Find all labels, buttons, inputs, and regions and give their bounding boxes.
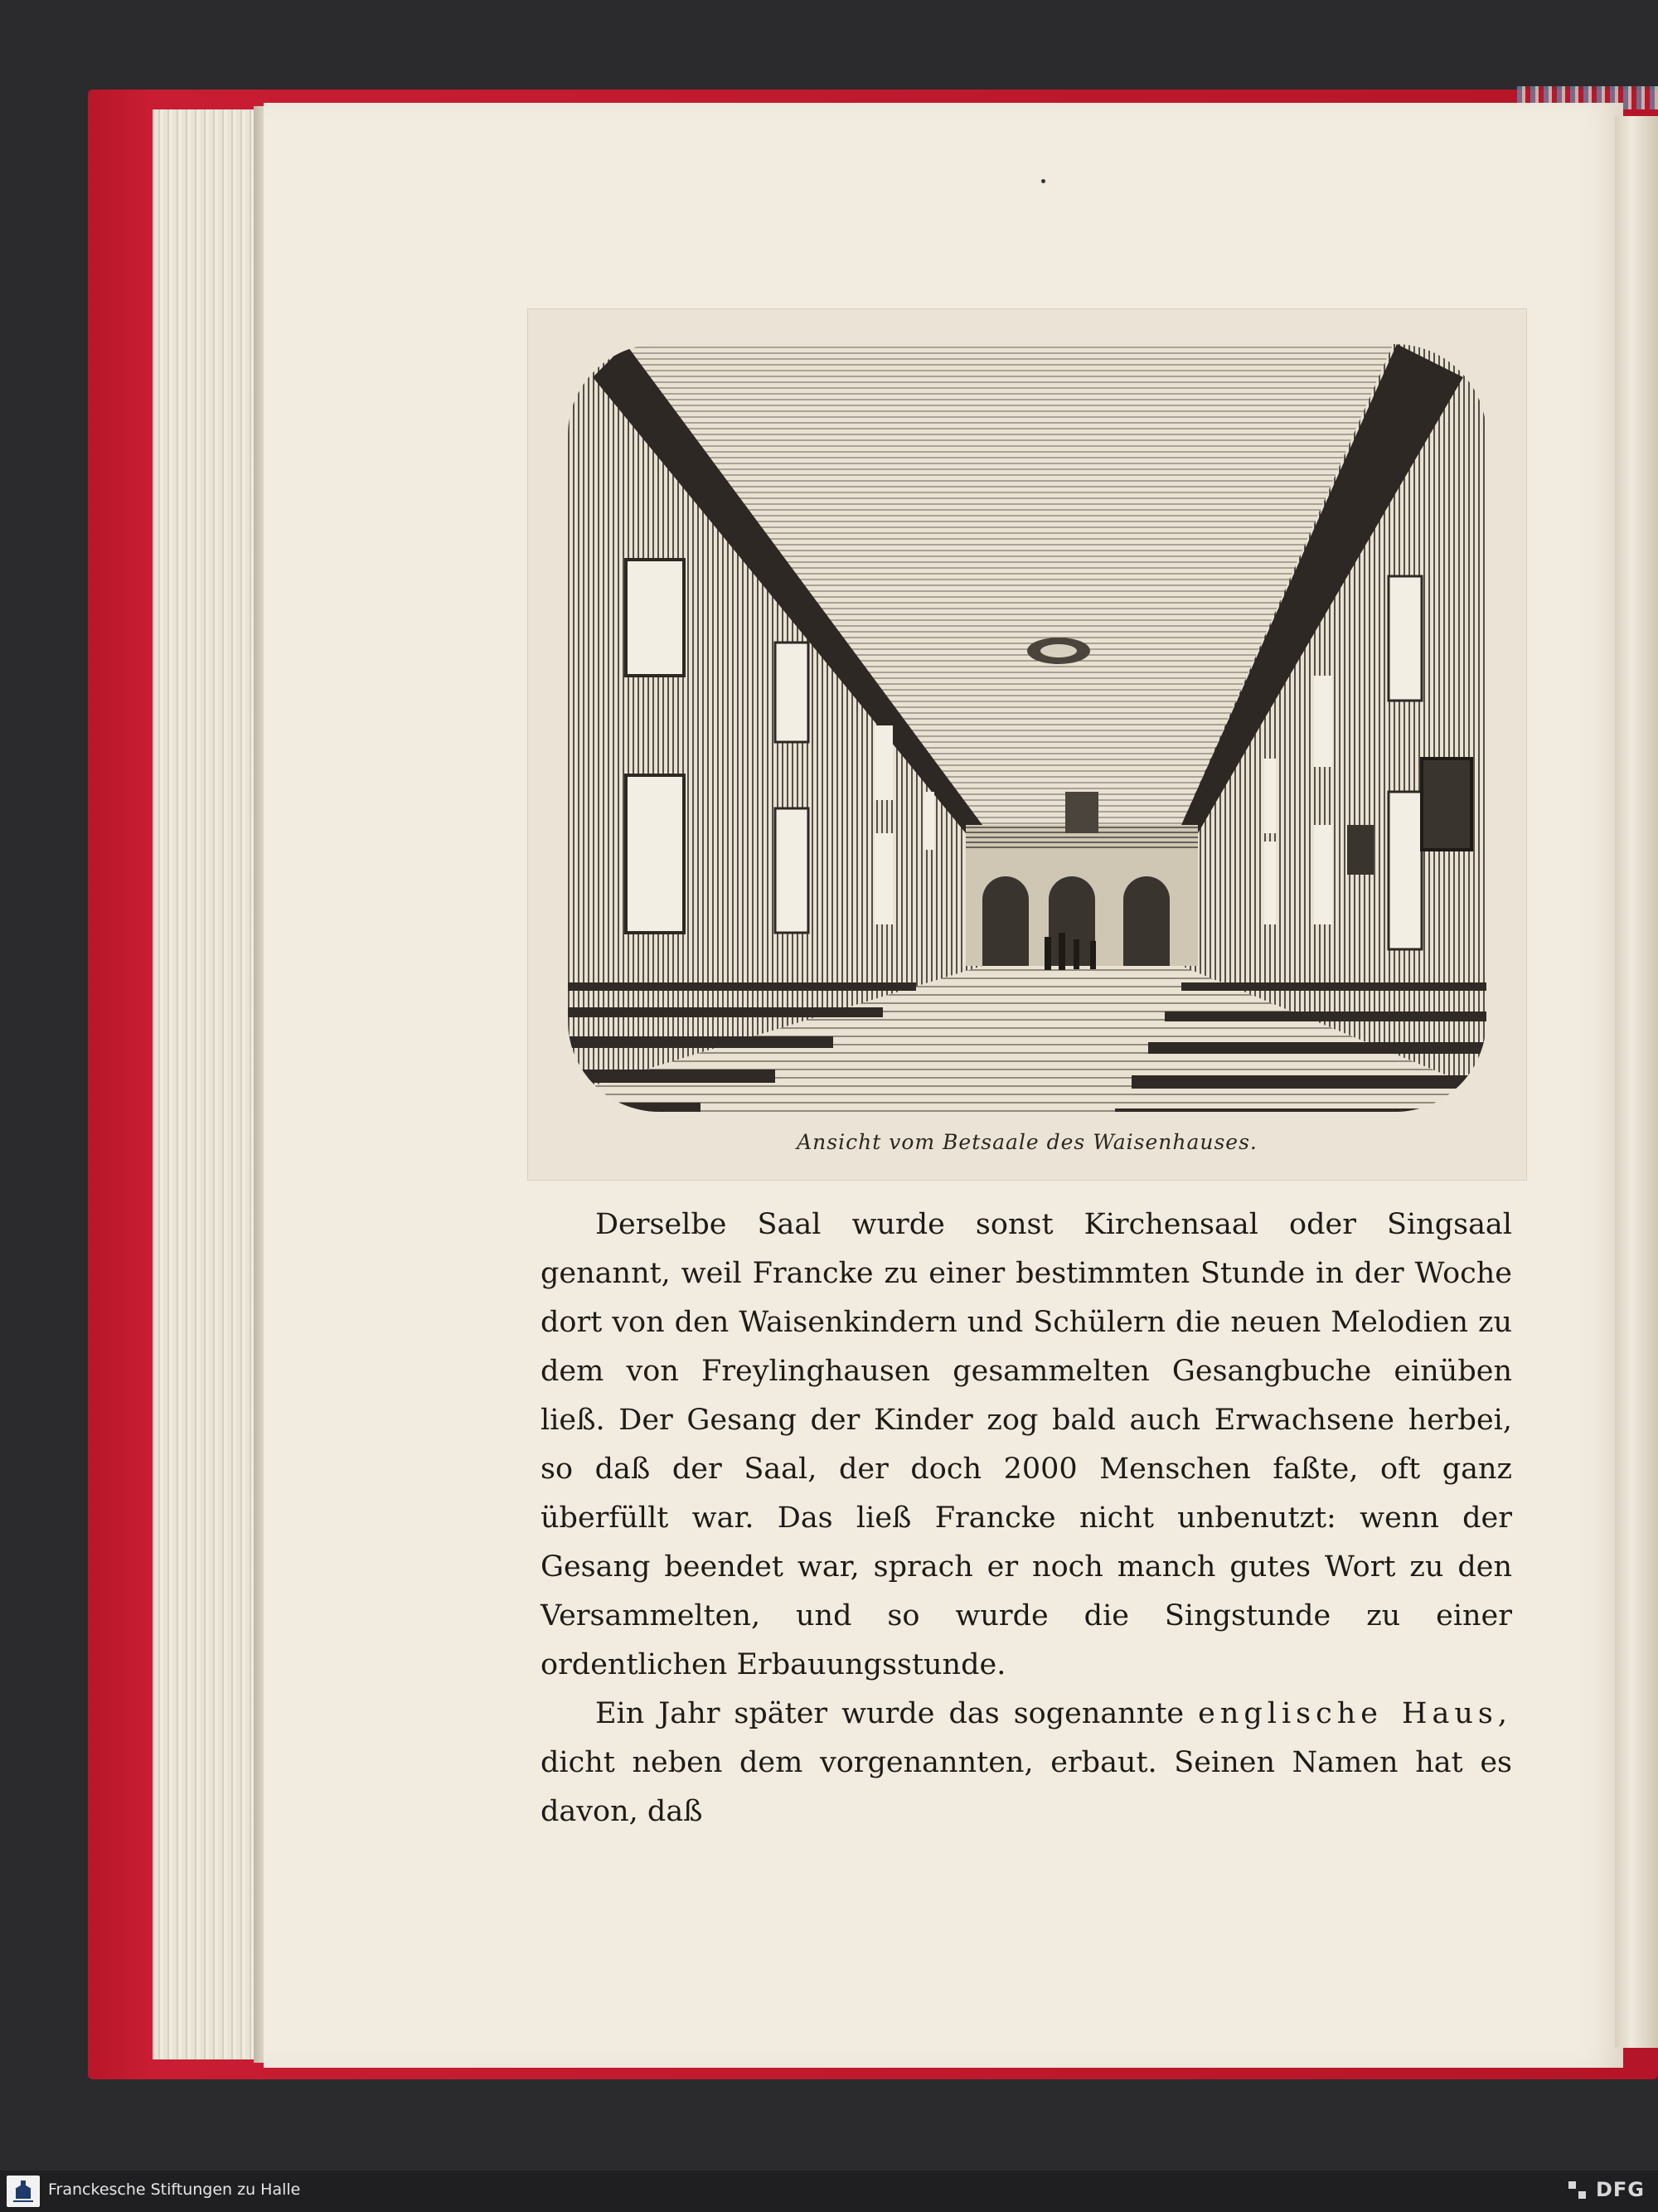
paragraph-text-end: dicht neben dem vorgenannten, erbaut. Seinen Namen hat es davon, daß — [541, 1746, 1512, 1828]
paragraph-text-start: Ein Jahr später wurde das sogenannte — [595, 1697, 1185, 1730]
franckesche-logo-icon — [7, 2176, 40, 2207]
ink-speck — [1041, 179, 1045, 183]
illustration-plate — [527, 308, 1527, 1181]
viewer-footer — [0, 2171, 1658, 2212]
page-edges — [153, 109, 267, 2059]
dfg-mark-icon — [1568, 2181, 1587, 2200]
hall-engraving — [551, 327, 1503, 1128]
institution-name: Franckesche Stiftungen zu Halle — [48, 2180, 301, 2199]
paragraph: Derselbe Saal wurde sonst Kirchensaal oder Singsaal genannt, weil Francke zu einer bestimmten Stunde in der Woche dort von den Waisenkindern und Schülern die neuen Melodien zu dem von Freylinghausen gesammelten Gesangbuche einüben ließ. Der Gesang der Kinder zog bald auch Erwachsene herbei, so daß der Saal, der doch 2000 Menschen faßte, oft ganz überfüllt war. Das ließ Francke nicht unbenutzt: wenn der Gesang beendet war, sprach er noch manch gutes Wort zu den Versammelten, und so wurde die Singstunde zu einer ordentlichen Erbauungsstunde. — [541, 1208, 1512, 1681]
dfg-logo[interactable]: DFG — [1595, 2178, 1645, 2201]
emphasized-term: englische Haus, — [1198, 1697, 1512, 1730]
paragraph — [541, 1690, 1512, 1836]
illustration-caption: Ansicht vom Betsaale des Waisenhauses. — [797, 1130, 1258, 1154]
book-gutter — [1615, 116, 1658, 2048]
body-text — [541, 1201, 1512, 1836]
